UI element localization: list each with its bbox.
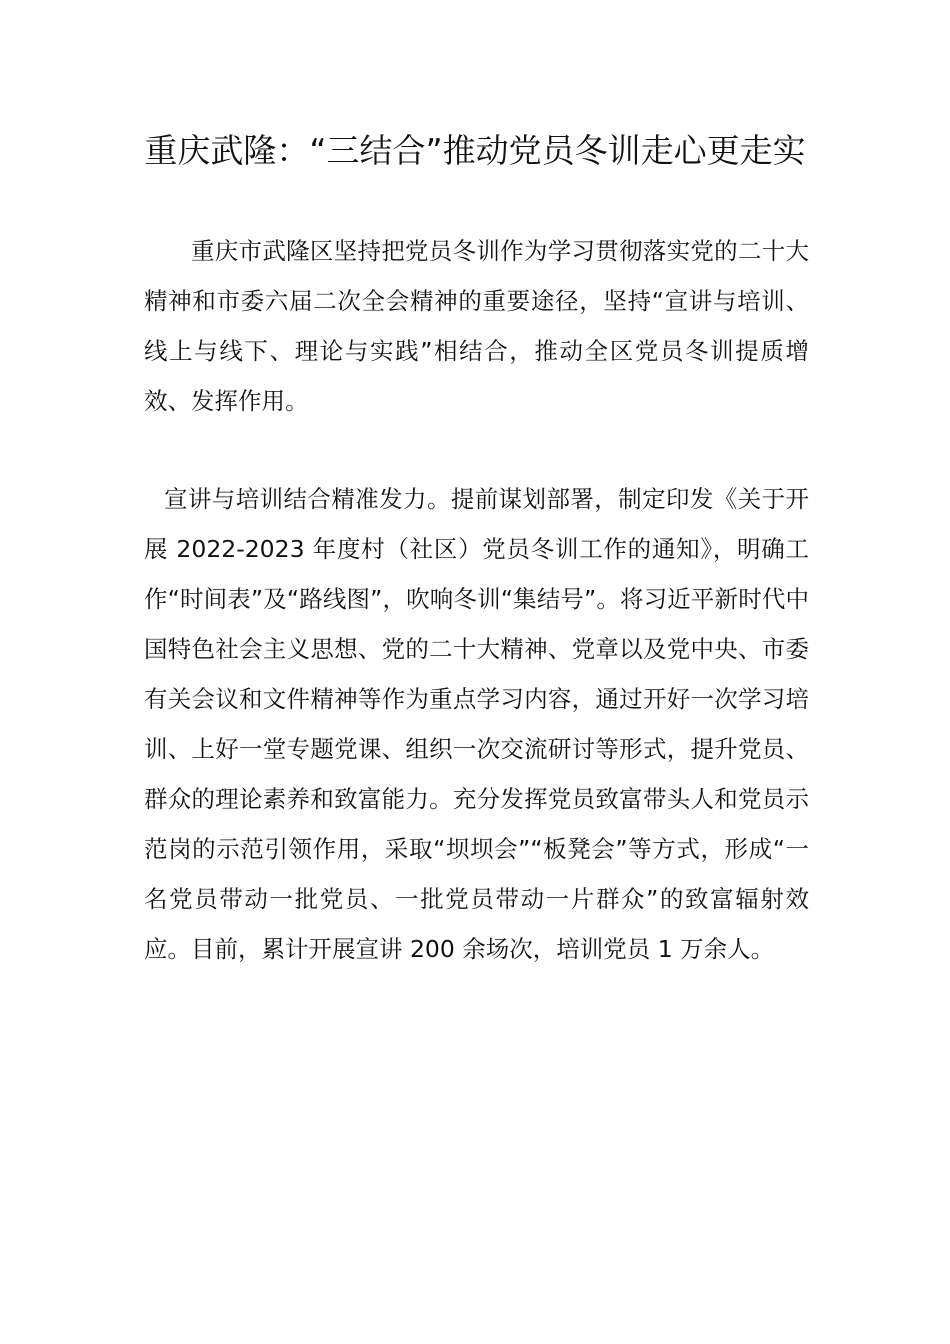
intro-paragraph: 重庆市武隆区坚持把党员冬训作为学习贯彻落实党的二十大精神和市委六届二次全会精神的重要途径，坚持“宣讲与培训、线上与线下、理论与实践”相结合，推动全区党员冬训提质增效、发挥作用。	[144, 237, 809, 415]
body-paragraph: 宣讲与培训结合精准发力。提前谋划部署，制定印发《关于开展 2022-2023 年度村（社区）党员冬训工作的通知》，明确工作“时间表”及“路线图”，吹响冬训“集结号”。将习近平新时代中国特色社会主义思想、党的二十大精神、党章以及党中央、市委有关会议和文件精神等作为重点学习内容，通过开好一次学习培训、上好一堂专题党课、组织一次交流研讨等形式，提升党员、群众的理论素养和致富能力。充分发挥党员致富带头人和党员示范岗的示范引领作用，采取“坝坝会”“板凳会”等方式，形成“一名党员带动一批党员、一批党员带动一片群众”的致富辐射效应。目前，累计开展宣讲 200 余场次，培训党员 1 万余人。	[144, 485, 809, 963]
document-title: 重庆武隆：“三结合”推动党员冬训走心更走实	[144, 131, 806, 170]
